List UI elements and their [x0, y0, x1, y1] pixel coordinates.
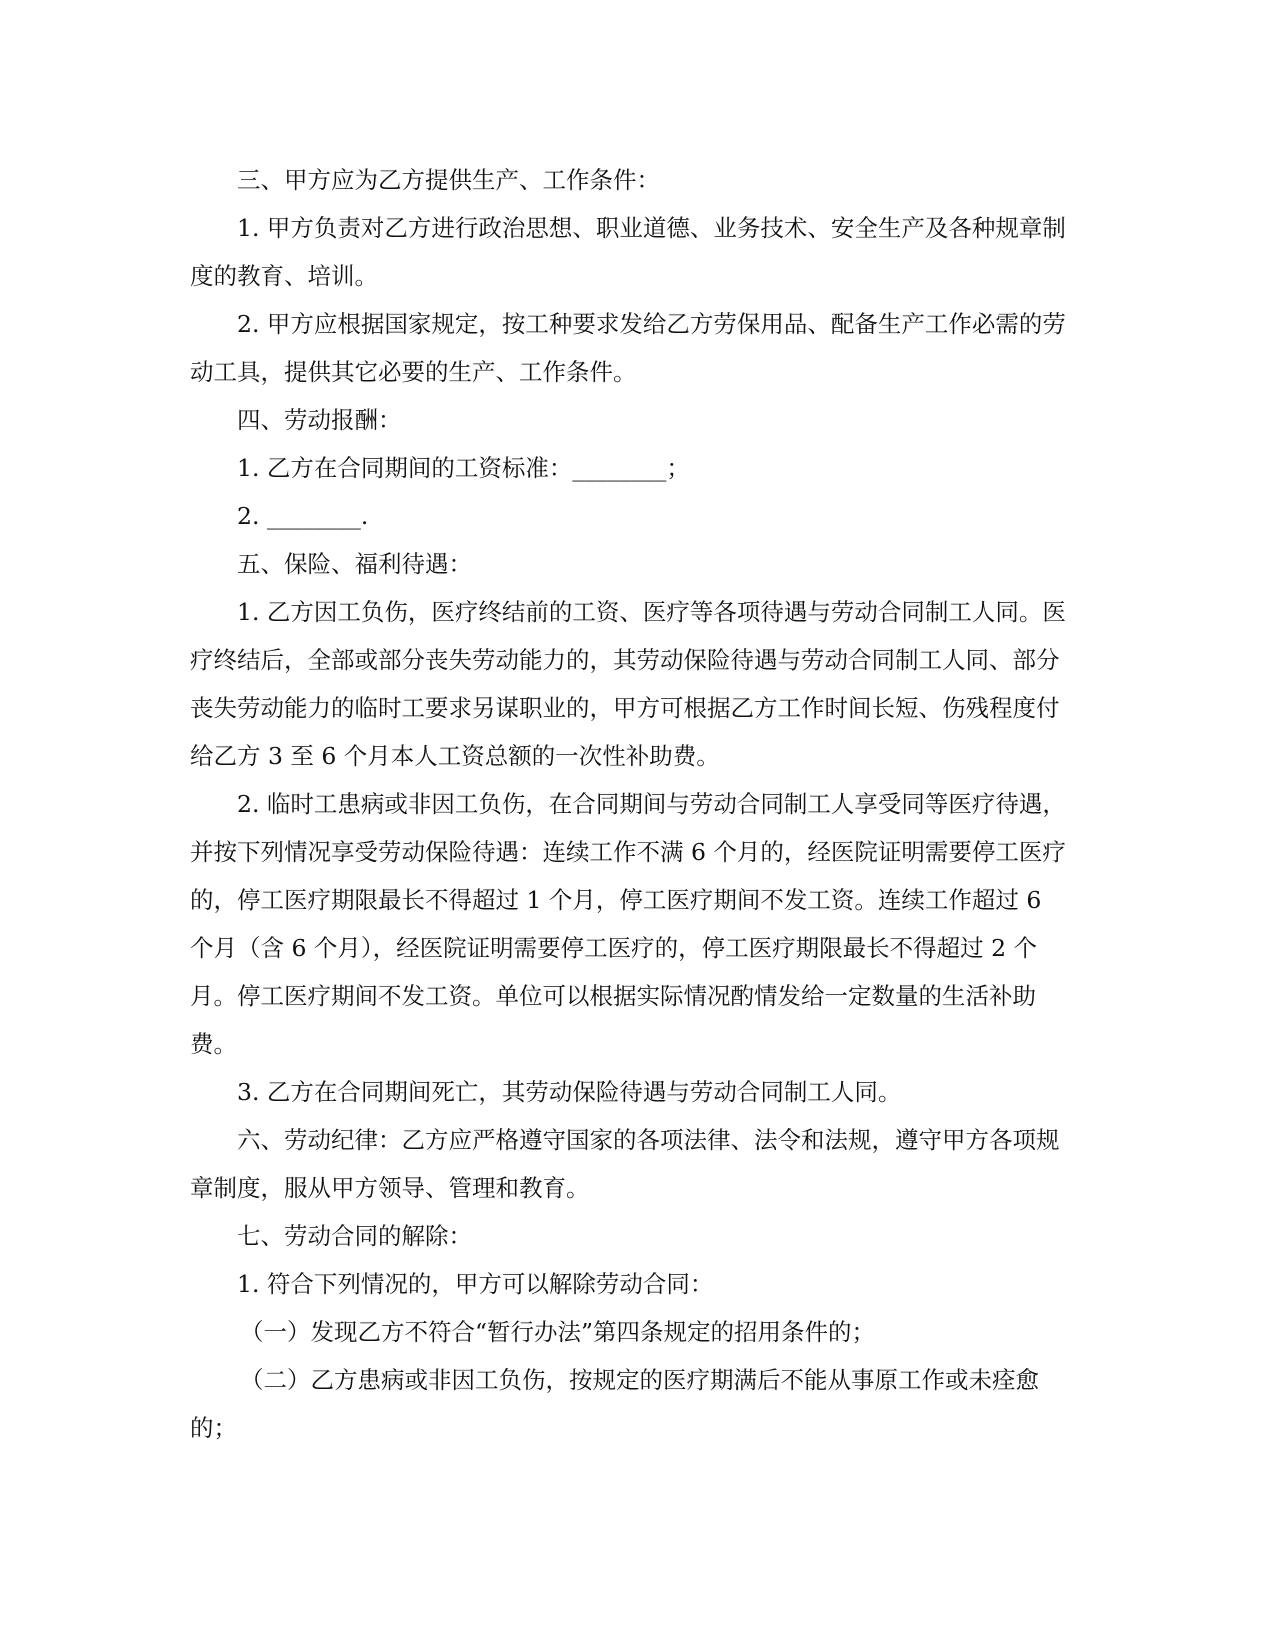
clause-5-2: 2. 临时工患病或非因工负伤，在合同期间与劳动合同制工人享受同等医疗待遇，并按下列情况享受劳动保险待遇：连续工作不满 6 个月的，经医院证明需要停工医疗的，停工医疗期限最长不得超过 1 个月，停工医疗期间不发工资。连续工作超过 6 个月（含 6 个月），经医院证明需要停工医疗的，停工医疗期限最长不得超过 2 个月。停工医疗期间不发工资。单位可以根据实际情况酌情发给一定数量的生活补助费。	[190, 790, 1066, 1058]
section-heading-3: 三、甲方应为乙方提供生产、工作条件：	[237, 166, 660, 194]
document-body	[190, 156, 1070, 1452]
clause-5-3: 3. 乙方在合同期间死亡，其劳动保险待遇与劳动合同制工人同。	[237, 1078, 902, 1106]
clause-3-1: 1. 甲方负责对乙方进行政治思想、职业道德、业务技术、安全生产及各种规章制度的教育、培训。	[190, 214, 1066, 290]
clause-4-1: 1. 乙方在合同期间的工资标准：________；	[237, 454, 690, 482]
section-heading-5: 五、保险、福利待遇：	[237, 550, 472, 578]
clause-7-1-item-2: （二）乙方患病或非因工负伤，按规定的医疗期满后不能从事原工作或未痊愈的；	[190, 1366, 1039, 1442]
clause-3-2: 2. 甲方应根据国家规定，按工种要求发给乙方劳保用品、配备生产工作必需的劳动工具，提供其它必要的生产、工作条件。	[190, 310, 1066, 386]
section-6-labor-discipline: 六、劳动纪律：乙方应严格遵守国家的各项法律、法令和法规，遵守甲方各项规章制度，服从甲方领导、管理和教育。	[190, 1126, 1060, 1202]
clause-7-1: 1. 符合下列情况的，甲方可以解除劳动合同：	[237, 1270, 714, 1298]
section-heading-4: 四、劳动报酬：	[237, 406, 402, 434]
section-heading-7: 七、劳动合同的解除：	[237, 1222, 472, 1250]
clause-5-1: 1. 乙方因工负伤，医疗终结前的工资、医疗等各项待遇与劳动合同制工人同。医疗终结后，全部或部分丧失劳动能力的，其劳动保险待遇与劳动合同制工人同、部分丧失劳动能力的临时工要求另谋职业的，甲方可根据乙方工作时间长短、伤残程度付给乙方 3 至 6 个月本人工资总额的一次性补助费。	[190, 598, 1066, 770]
clause-4-2: 2. ________.	[237, 502, 369, 530]
clause-7-1-item-1: （一）发现乙方不符合“暂行办法”第四条规定的招用条件的；	[240, 1318, 876, 1346]
